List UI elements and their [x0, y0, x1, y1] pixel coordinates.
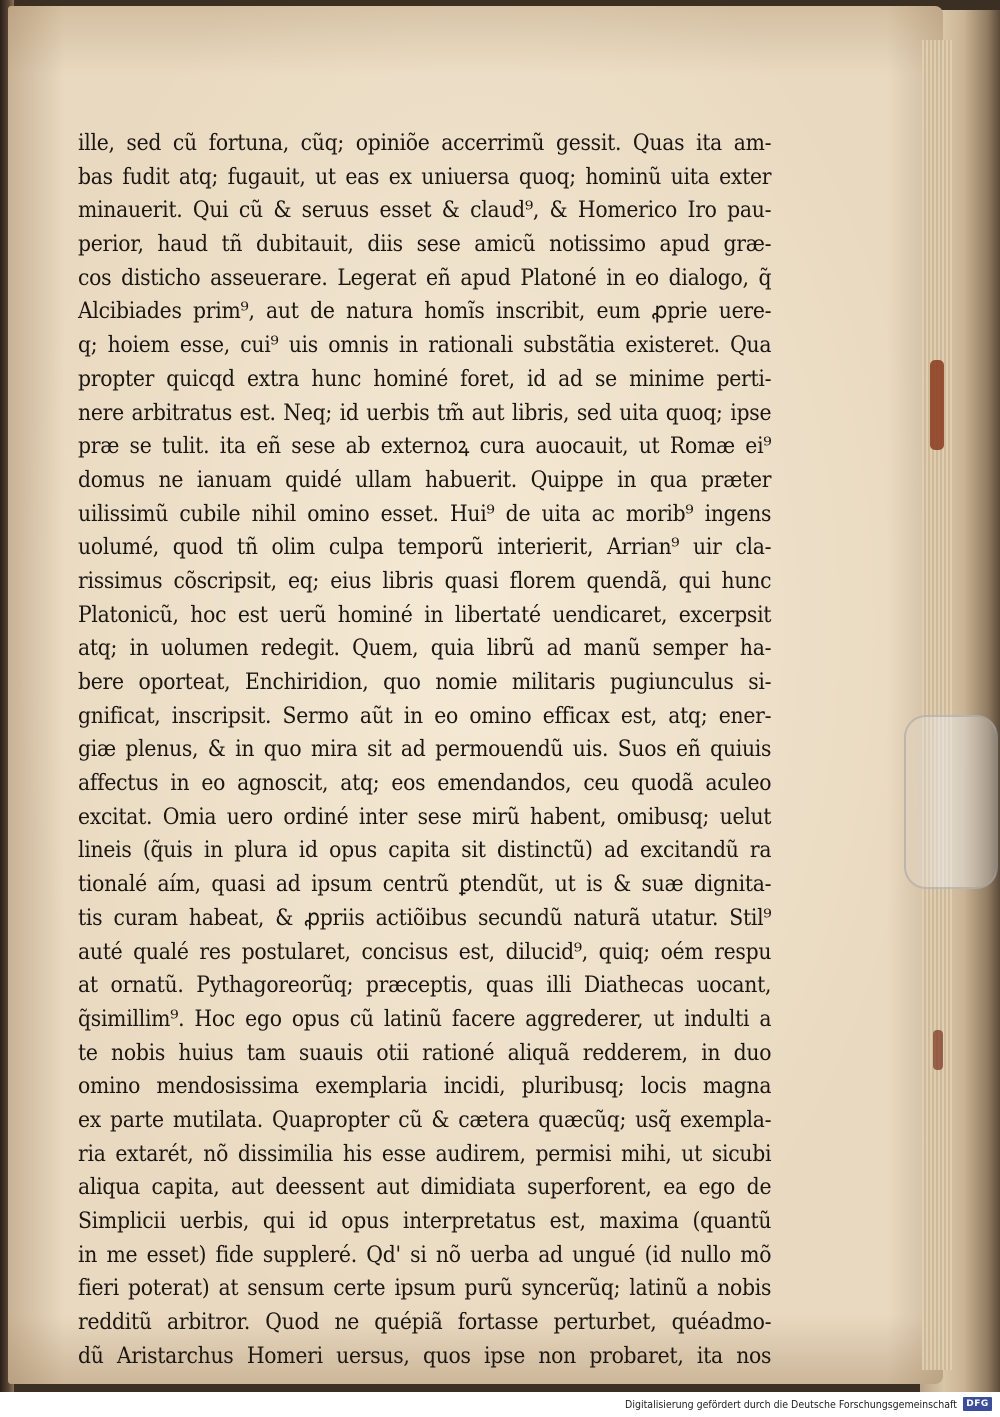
text-line: aliqua capita, aut deessent aut dimidiata superforent, ea ego de	[78, 1174, 772, 1201]
text-line: fieri poterat) at sensum certe ipsum purũ syncerũq; latinũ a nobis	[78, 1275, 772, 1302]
text-line: q̃simillim⁹. Hoc ego opus cũ latinũ facere aggrederer, ut indulti a	[78, 1005, 772, 1032]
text-line: affectus in eo agnoscit, atq; eos emendandos, ceu quodã aculeo	[78, 770, 772, 797]
funding-credit: Digitalisierung gefördert durch die Deutsche Forschungsgemeinschaft	[625, 1398, 957, 1411]
text-line: Alcibiades prim⁹, aut de natura homĩs inscribit, eum ꝓprie uere-	[78, 298, 772, 325]
text-line: gnificat, inscripsit. Sermo aũt in eo omino efficax est, atq; ener-	[78, 702, 772, 729]
page-stain	[933, 1030, 943, 1070]
text-line: lineis (q̃uis in plura id opus capita sit distinctũ) ad excitandũ ra	[78, 837, 772, 864]
text-line: ria extarét, nõ dissimilia his esse audirem, permisi mihi, ut sicubi	[78, 1140, 772, 1167]
text-line: Simplicii uerbis, qui id opus interpretatus est, maxima (quantũ	[78, 1208, 772, 1234]
text-line: bas fudit atq; fugauit, ut eas ex uniuersa quoq; hominũ uita exter	[78, 163, 772, 190]
text-line: dũ Aristarchus Homeri uersus, quos ipse non probaret, ita nos	[78, 1342, 772, 1369]
text-line: te nobis huius tam suauis otii rationé aliquã redderem, in duo	[78, 1039, 772, 1066]
dfg-logo[interactable]: DFG	[963, 1397, 992, 1411]
text-line: ex parte mutilata. Quapropter cũ & cætera quæcũq; usq̃ exempla-	[78, 1106, 772, 1133]
text-line: minauerit. Qui cũ & seruus esset & claud⁹, & Homerico Iro pau-	[78, 197, 772, 224]
text-line: omino mendosissima exemplaria incidi, pluribusq; locis magna	[78, 1073, 772, 1100]
text-line: uilissimũ cubile nihil omino esset. Hui⁹ de uita ac morib⁹ ingens	[78, 500, 772, 527]
text-line: præ se tulit. ita eñ sese ab externoꝝ cura auocauit, ut Romæ ei⁹	[78, 433, 772, 460]
digitization-footer	[0, 1392, 1000, 1417]
text-line: redditũ arbitror. Quod ne quépiã fortasse perturbet, quéadmo-	[78, 1309, 772, 1336]
text-line: cos disticho asseuerare. Legerat eñ apud Platoné in eo dialogo, q̃	[78, 264, 772, 291]
text-line: ille, sed cũ fortuna, cũq; opiniõe accerrimũ gessit. Quas ita am-	[78, 130, 772, 156]
text-line: in me esset) fide suppleré. Qd' si nõ uerba ad ungué (id nullo mõ	[78, 1241, 772, 1268]
page-holder-clip	[904, 715, 998, 889]
text-line: q; hoiem esse, cui⁹ uis omnis in rationali substãtia existeret. Qua	[78, 332, 772, 359]
body-text	[78, 127, 778, 1373]
text-line: perior, haud tñ dubitauit, diis sese amicũ notissimo apud græ-	[78, 231, 772, 258]
text-line: auté qualé res postularet, concisus est, dilucid⁹, quiq; oém respu	[78, 938, 772, 965]
text-line: giæ plenus, & in quo mira sit ad permouendũ uis. Suos eñ quiuis	[78, 736, 772, 763]
text-line: propter quicqd extra hunc hominé foret, id ad se minime perti-	[78, 365, 772, 392]
text-line: at ornatũ. Pythagoreorũq; præceptis, quas illi Diathecas uocant,	[78, 972, 772, 999]
ribbon-marker	[930, 360, 944, 450]
text-line: nere arbitratus est. Neq; id uerbis tm̃ aut libris, sed uita quoq; ipse	[78, 399, 772, 426]
text-line: rissimus cõscripsit, eq; eius libris quasi florem quendã, qui hunc	[78, 567, 772, 594]
text-line: atq; in uolumen redegit. Quem, quia librũ ad manũ semper ha-	[78, 635, 772, 662]
text-line: bere oporteat, Enchiridion, quo nomie militaris pugiunculus si-	[78, 669, 772, 695]
text-line: tionalé aím, quasi ad ipsum centrũ ꝑtendũt, ut is & suæ dignita-	[78, 871, 772, 898]
text-line: Platonicũ, hoc est uerũ hominé in libertaté uendicaret, excerpsit	[78, 601, 772, 628]
text-line: excitat. Omia uero ordiné inter sese mirũ habent, omibusq; uelut	[78, 803, 772, 830]
text-line: uolumé, quod tñ olim culpa temporũ interierit, Arrian⁹ uir cla-	[78, 534, 772, 561]
text-line: domus ne ianuam quidé ullam habuerit. Quippe in qua præter	[78, 466, 772, 493]
page-stack-edge	[922, 40, 952, 1370]
text-line: tis curam habeat, & ꝓpriis actiõibus secundũ naturã utatur. Stil⁹	[78, 904, 772, 931]
